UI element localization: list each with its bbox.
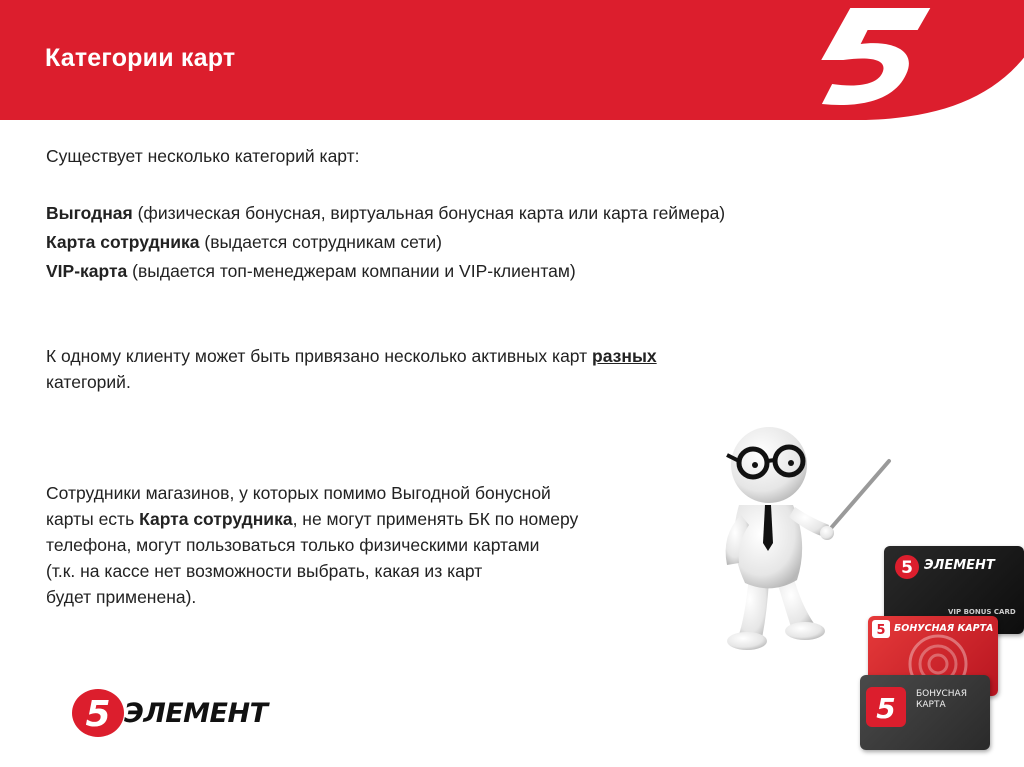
note-text: , не могут применять БК по номеру: [292, 509, 579, 529]
note-multiple-cards-cont: категорий.: [46, 372, 131, 392]
footer-brand-name: ЭЛЕМЕНТ: [124, 698, 268, 729]
svg-text:5: 5: [901, 558, 913, 578]
category-vygodnaya: [46, 200, 725, 226]
header-bar: [0, 0, 1024, 120]
note-employees-line2: [46, 506, 578, 532]
note-text: карты есть: [46, 509, 140, 529]
category-employee: [46, 229, 442, 255]
card-label: VIP BONUS CARD: [948, 608, 1016, 616]
footer-logo-digit: 5: [85, 694, 111, 735]
five-logo-icon: [800, 0, 940, 110]
note-text: К одному клиенту может быть привязано несколько активных карт: [46, 346, 593, 366]
page-title: Категории карт: [45, 44, 236, 72]
note-employees-line4: (т.к. на кассе нет возможности выбрать, какая из карт: [46, 561, 483, 581]
category-desc: (выдается топ-менеджерам компании и VIP-клиентам): [127, 261, 576, 281]
card-brand: ЭЛЕМЕНТ: [924, 558, 995, 573]
card-line1: БОНУСНАЯ: [916, 689, 967, 699]
note-employees-line1: Сотрудники магазинов, у которых помимо Выгодной бонусной: [46, 483, 551, 503]
presenter-figure-illustration: [697, 425, 897, 665]
note-multiple-cards: [46, 343, 657, 369]
category-desc: (физическая бонусная, виртуальная бонусная карта или карта геймера): [132, 203, 726, 223]
intro-text: Существует несколько категорий карт:: [46, 146, 360, 166]
svg-text:5: 5: [876, 623, 886, 638]
note-emphasis: разных: [592, 346, 657, 366]
card-brand: БОНУСНАЯ КАРТА: [894, 623, 994, 634]
card-line2: КАРТА: [916, 700, 946, 710]
category-desc: (выдается сотрудникам сети): [199, 232, 442, 252]
svg-text:5: 5: [876, 692, 896, 725]
bonus-card-gray-image: [860, 675, 990, 750]
card-logo-icon: [894, 554, 920, 580]
note-emphasis: Карта сотрудника: [139, 509, 293, 529]
category-name: Выгодная: [46, 203, 133, 223]
category-name: VIP-карта: [46, 261, 128, 281]
card-logo-icon: [866, 687, 906, 727]
note-employees-line3: телефона, могут пользоваться только физическими картами: [46, 535, 540, 555]
note-employees-line5: будет применена).: [46, 587, 197, 607]
category-vip: [46, 258, 576, 284]
category-name: Карта сотрудника: [46, 232, 200, 252]
card-logo-icon: [872, 620, 890, 638]
